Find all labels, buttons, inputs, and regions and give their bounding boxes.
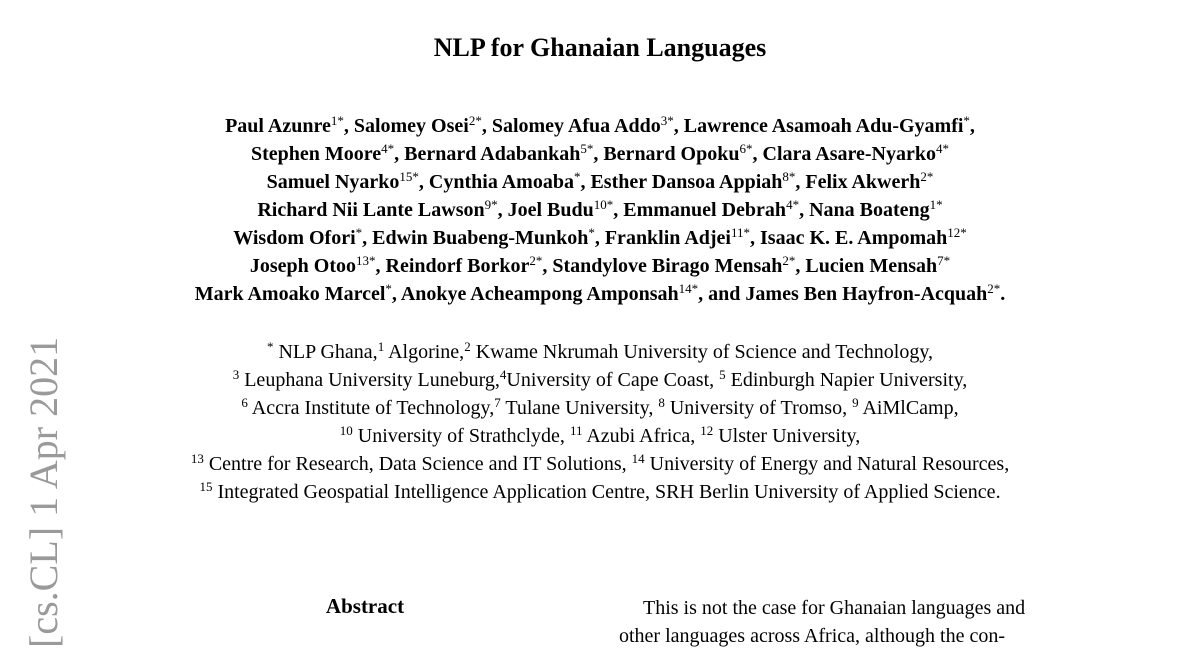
author-name: Lucien Mensah (805, 255, 938, 277)
author-separator: , (673, 115, 684, 137)
affiliation-mark: 7 (494, 395, 501, 410)
author-list (0, 112, 1200, 308)
affiliation-mark: 12 (700, 423, 714, 438)
author-separator: , (969, 115, 975, 137)
author-name: James Ben Hayfron-Acquah (745, 283, 988, 305)
author-affiliation-mark: 2* (920, 169, 934, 184)
affiliation-line (0, 394, 1200, 422)
author-name: Bernard Opoku (603, 143, 740, 165)
author-affiliation-mark: 10* (593, 197, 614, 212)
intro-line-1: This is not the case for Ghanaian languages and (643, 597, 1026, 619)
author-name: Wisdom Ofori (233, 227, 356, 249)
author-separator: , (375, 255, 386, 277)
affiliation-mark: 11 (569, 423, 583, 438)
affiliation-mark: 9 (852, 395, 859, 410)
author-affiliation-mark: 4* (936, 141, 949, 156)
author-separator: , (391, 283, 401, 305)
author-affiliation-mark: 2* (987, 281, 1001, 296)
affiliation-text: Leuphana University Luneburg, (239, 369, 500, 391)
author-line (0, 140, 1200, 168)
affiliation-mark: 14 (631, 451, 645, 466)
author-name: Emmanuel Debrah (623, 199, 787, 221)
affiliation-list (0, 338, 1200, 506)
author-name: Salomey Osei (353, 115, 469, 137)
affiliation-mark: 13 (190, 451, 204, 466)
author-affiliation-mark: 1* (929, 197, 943, 212)
author-affiliation-mark: 2* (468, 113, 482, 128)
affiliation-text: Edinburgh Napier University, (725, 369, 968, 391)
author-name: Clara Asare-Nyarko (762, 143, 936, 165)
author-separator: , and (698, 283, 746, 305)
author-affiliation-mark: * (385, 281, 392, 296)
author-name: Joel Budu (507, 199, 594, 221)
author-separator: . (1000, 283, 1006, 305)
affiliation-text: Azubi Africa, (582, 425, 701, 447)
affiliation-line (0, 478, 1200, 506)
author-affiliation-mark: 1* (330, 113, 344, 128)
affiliation-mark: 2 (464, 339, 471, 354)
author-affiliation-mark: * (355, 225, 363, 240)
affiliation-text: Accra Institute of Technology, (247, 397, 495, 419)
author-affiliation-mark: 5* (580, 141, 594, 156)
author-affiliation-mark: 12* (947, 225, 967, 240)
author-name: Paul Azunre (225, 115, 331, 137)
author-name: Isaac K. E. Ampomah (760, 227, 948, 249)
affiliation-mark: 10 (339, 423, 353, 438)
author-affiliation-mark: 4* (786, 197, 800, 212)
paper-title: NLP for Ghanaian Languages (433, 33, 767, 62)
author-line (0, 168, 1200, 196)
author-line (0, 280, 1200, 308)
affiliation-mark: 15 (199, 479, 213, 494)
abstract-heading: Abstract (325, 594, 405, 618)
author-affiliation-mark: * (588, 225, 595, 240)
author-line (0, 252, 1200, 280)
affiliation-text: University of Energy and Natural Resources, (644, 453, 1010, 475)
author-affiliation-mark: 13* (356, 253, 376, 268)
author-name: Richard Nii Lante Lawson (257, 199, 485, 221)
author-name: Nana Boateng (809, 199, 930, 221)
author-separator: , (752, 143, 763, 165)
author-line (0, 196, 1200, 224)
author-separator: , (481, 115, 492, 137)
author-separator: , (418, 171, 429, 193)
affiliation-mark: 3 (232, 367, 240, 382)
affiliation-line (0, 422, 1200, 450)
author-affiliation-mark: 2* (782, 253, 796, 268)
author-separator: , (750, 227, 761, 249)
affiliation-text: NLP Ghana, (273, 341, 378, 363)
author-separator: , (795, 171, 806, 193)
author-name: Esther Dansoa Appiah (590, 171, 783, 193)
author-name: Anokye Acheampong Amponsah (400, 283, 679, 305)
author-line (0, 112, 1200, 140)
affiliation-line (0, 366, 1200, 394)
author-affiliation-mark: 11* (730, 225, 751, 240)
author-separator: , (497, 199, 508, 221)
author-affiliation-mark: 3* (660, 113, 674, 128)
arxiv-stamp: [cs.CL] 1 Apr 2021 (21, 336, 66, 648)
affiliation-mark: 4 (499, 367, 507, 382)
author-separator: , (362, 227, 373, 249)
author-name: Standylove Birago Mensah (552, 255, 783, 277)
affiliation-text: Algorine, (384, 341, 465, 363)
affiliation-line (0, 338, 1200, 366)
author-separator: , (394, 143, 405, 165)
author-name: Joseph Otoo (249, 255, 356, 277)
author-affiliation-mark: 7* (937, 253, 951, 268)
affiliation-text: Tulane University, (500, 397, 659, 419)
author-affiliation-mark: 14* (678, 281, 699, 296)
author-separator: , (795, 255, 806, 277)
intro-column (619, 594, 1064, 650)
author-affiliation-mark: 15* (399, 169, 419, 184)
author-name: Reindorf Borkor (385, 255, 530, 277)
affiliation-text: University of Strathclyde, (352, 425, 570, 447)
affiliation-text: University of Tromso, (664, 397, 853, 419)
affiliation-text: AiMlCamp, (858, 397, 959, 419)
affiliation-mark: 6 (241, 395, 248, 410)
author-name: Stephen Moore (250, 143, 382, 165)
author-line (0, 224, 1200, 252)
affiliation-mark: 5 (719, 367, 726, 382)
author-name: Salomey Afua Addo (491, 115, 661, 137)
author-separator: , (594, 227, 605, 249)
author-name: Franklin Adjei (604, 227, 731, 249)
author-name: Cynthia Amoaba (428, 171, 574, 193)
intro-line-2: other languages across Africa, although the con- (619, 625, 1005, 647)
author-name: Bernard Adabankah (404, 143, 581, 165)
author-affiliation-mark: 8* (782, 169, 796, 184)
author-separator: , (613, 199, 624, 221)
affiliation-text: Centre for Research, Data Science and IT Solutions, (203, 453, 632, 475)
author-name: Felix Akwerh (805, 171, 921, 193)
affiliation-text: Integrated Geospatial Intelligence Application Centre, SRH Berlin University of Applied Science. (212, 481, 1001, 503)
affiliation-mark: 8 (658, 395, 665, 410)
author-affiliation-mark: 4* (381, 141, 395, 156)
affiliation-text: University of Cape Coast, (506, 369, 720, 391)
author-affiliation-mark: 6* (739, 141, 753, 156)
affiliation-text: Ulster University, (713, 425, 861, 447)
affiliation-mark: 1 (377, 339, 385, 354)
author-name: Samuel Nyarko (266, 171, 400, 193)
author-separator: , (542, 255, 553, 277)
author-affiliation-mark: 9* (484, 197, 498, 212)
author-name: Lawrence Asamoah Adu-Gyamfi (683, 115, 964, 137)
affiliation-text: Kwame Nkrumah University of Science and Technology, (470, 341, 934, 363)
author-affiliation-mark: 2* (529, 253, 543, 268)
author-affiliation-mark: * (963, 113, 970, 128)
affiliation-mark: * (266, 339, 274, 354)
author-name: Mark Amoako Marcel (194, 283, 386, 305)
author-separator: , (799, 199, 810, 221)
author-affiliation-mark: * (573, 169, 581, 184)
author-separator: , (343, 115, 354, 137)
author-separator: , (593, 143, 604, 165)
author-separator: , (580, 171, 591, 193)
author-name: Edwin Buabeng-Munkoh (372, 227, 589, 249)
affiliation-line (0, 450, 1200, 478)
